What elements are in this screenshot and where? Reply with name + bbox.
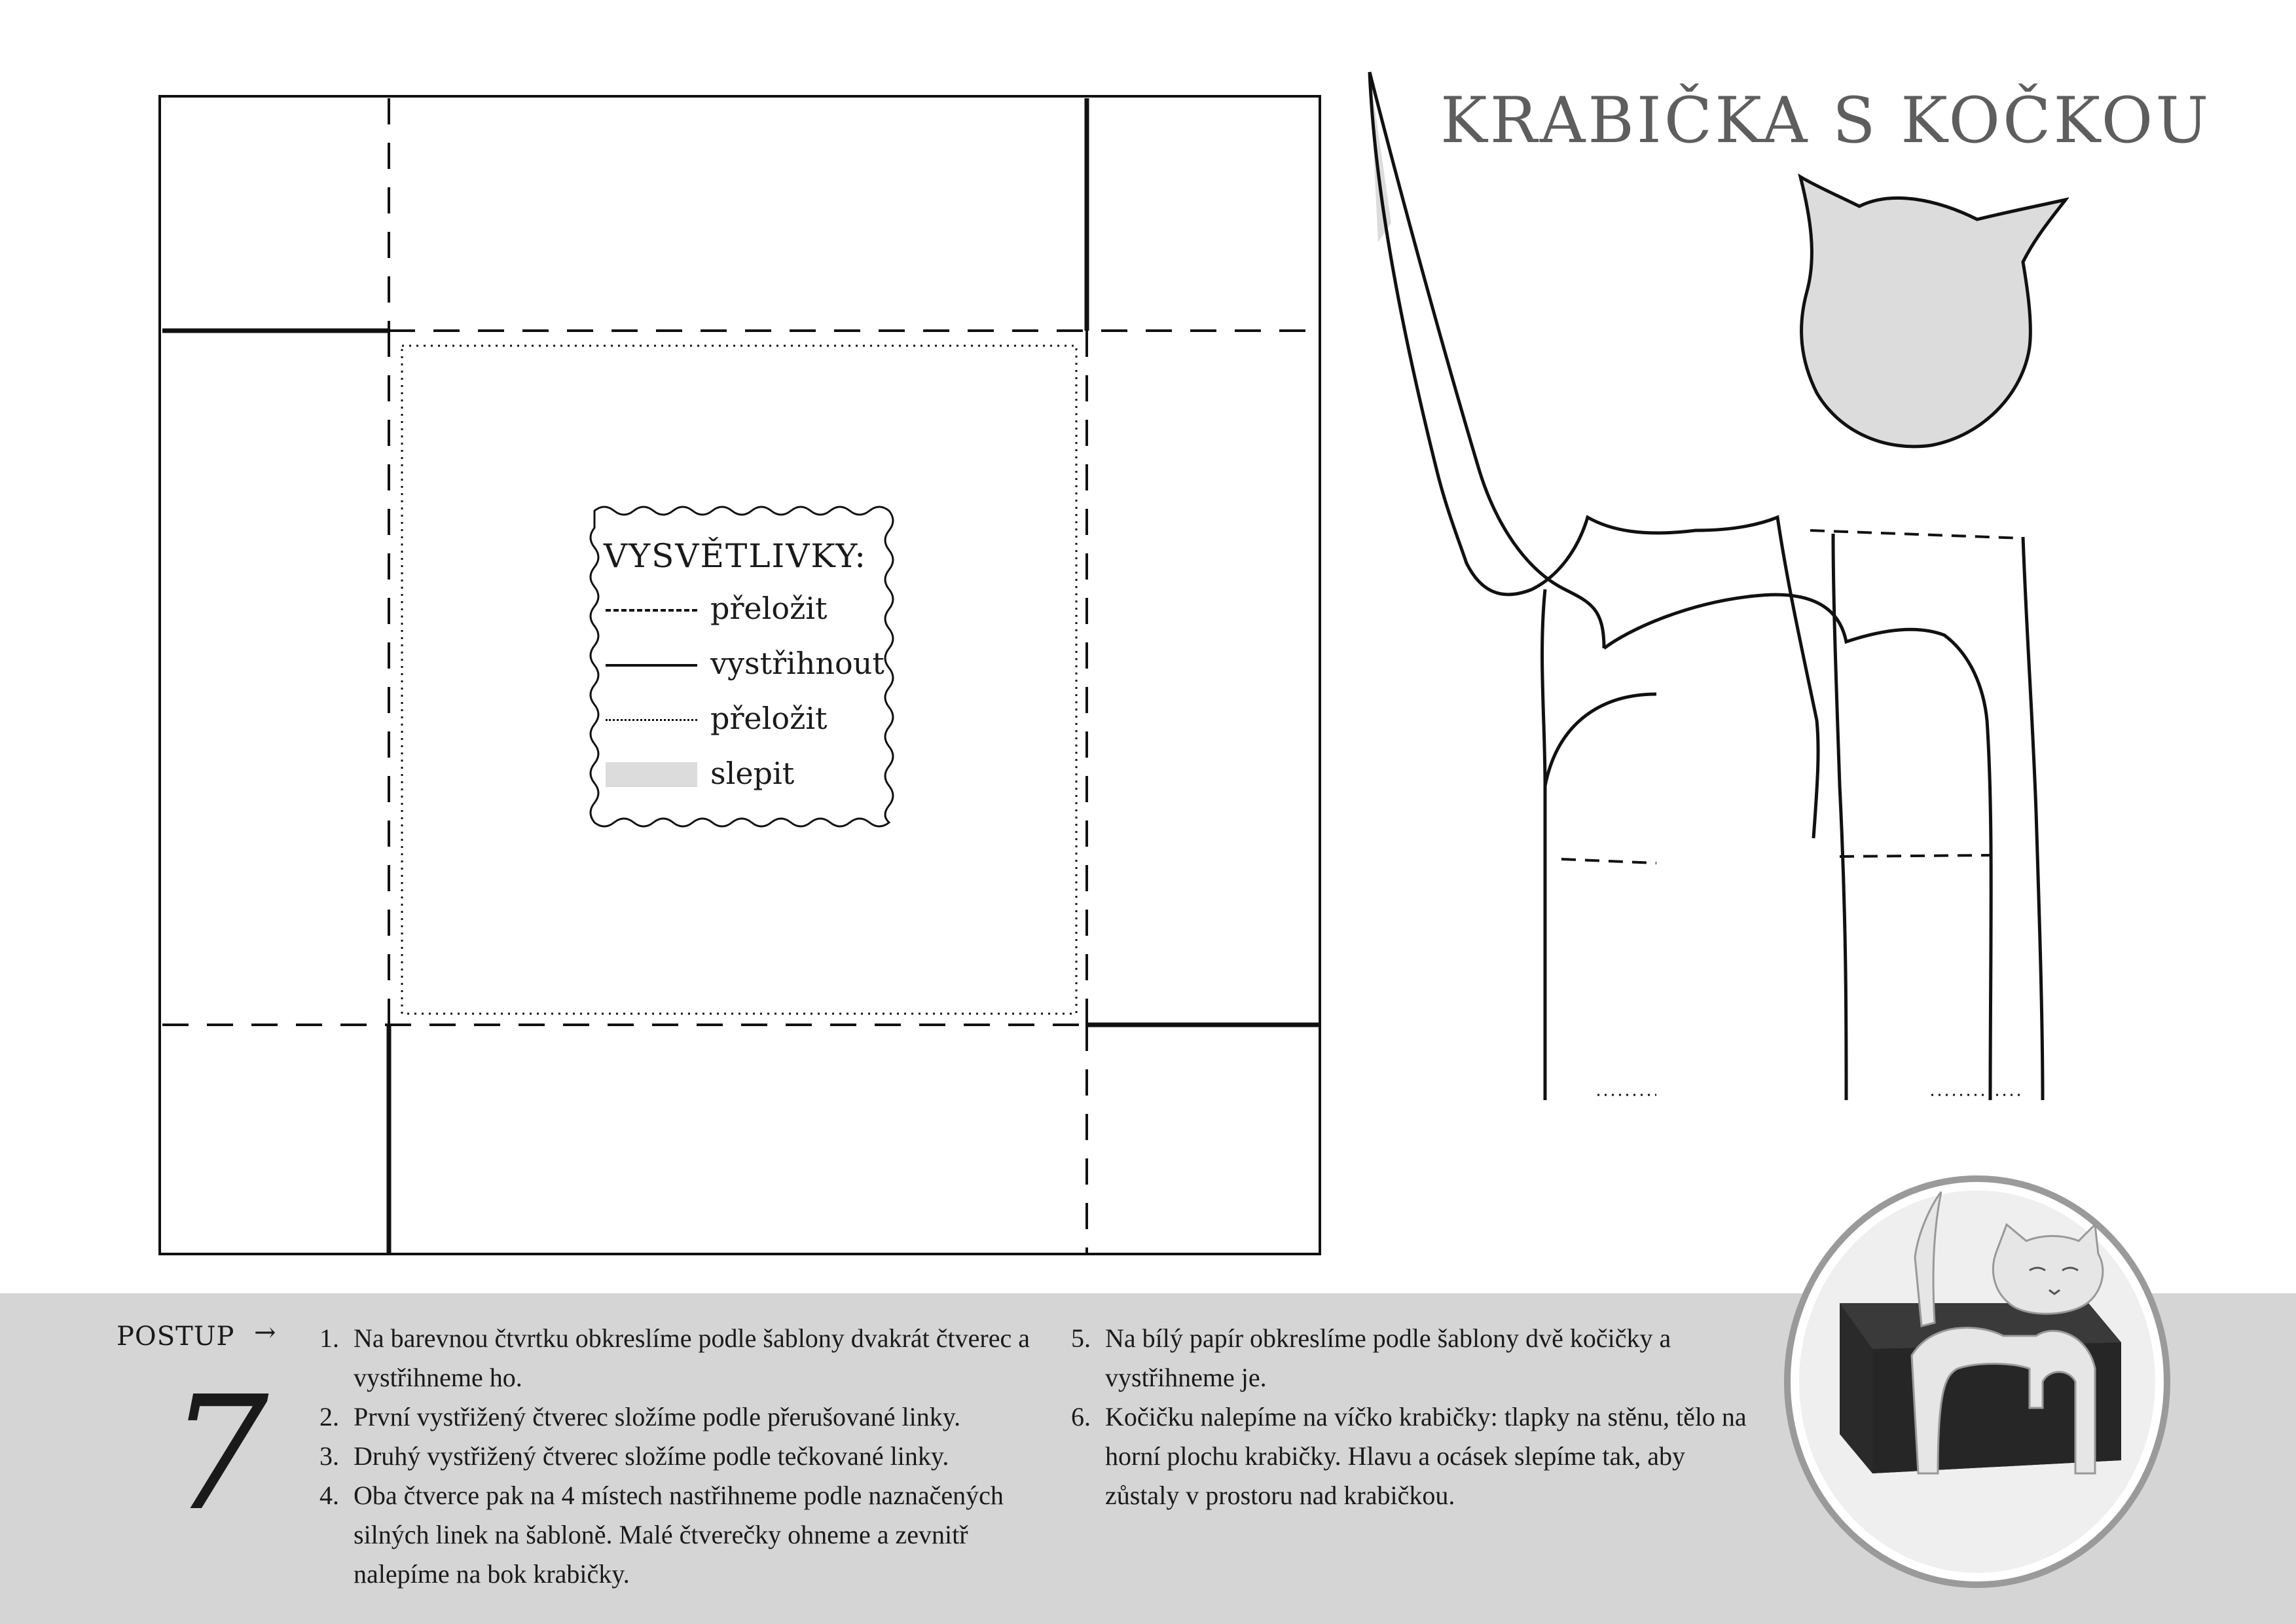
- legend-row-fold-dashed: [606, 589, 881, 629]
- dotted-line-swatch: [606, 719, 697, 721]
- cat-template: [1329, 65, 2069, 1139]
- step-item: 4. Oba čtverce pak na 4 místech nastřihneme podle naznačených silných linek na šabloně. Malé čtverečky ohneme a zevnitř nalepíme na bok krabičky.: [319, 1481, 1004, 1589]
- dashed-line-swatch: [606, 609, 697, 612]
- step-number: 7: [169, 1362, 269, 1545]
- procedure-label: POSTUP: [117, 1321, 235, 1352]
- finished-box-photo: [1781, 1172, 2174, 1591]
- legend-title: VYSVĚTLIVKY:: [604, 537, 867, 575]
- right-arrow-icon: →: [254, 1318, 276, 1348]
- step-item: 5. Na bílý papír obkreslíme podle šablony dvě kočičky a vystřihneme je.: [1071, 1323, 1671, 1392]
- legend-label: přeložit: [710, 701, 828, 736]
- step-item: 6. Kočičku nalepíme na víčko krabičky: tlapky na stěnu, tělo na horní plochu krabičky. Hlavu a ocásek slepíme tak, aby zůstaly v prostoru nad krabičkou.: [1071, 1402, 1747, 1510]
- step-item: 1. Na barevnou čtvrtku obkreslíme podle šablony dvakrát čtverec a vystřihneme ho.: [319, 1323, 1030, 1392]
- legend-row-fold-dotted: [606, 699, 881, 739]
- legend-label: vystřihnout: [710, 646, 884, 681]
- legend-row-glue: [606, 754, 881, 794]
- step-item: 3. Druhý vystřižený čtverec složíme podle tečkované linky.: [319, 1441, 949, 1471]
- steps-list-left: [319, 1319, 1066, 1594]
- legend-row-cut: [606, 644, 884, 684]
- solid-line-swatch: [606, 664, 697, 667]
- legend-label: slepit: [710, 756, 795, 791]
- step-item: 2. První vystřižený čtverec složíme podle přerušované linky.: [319, 1402, 961, 1431]
- legend-label: přeložit: [710, 591, 828, 626]
- page-title: KRABIČKA S KOČKOU: [1440, 84, 2212, 157]
- glue-swatch: [606, 762, 697, 787]
- steps-list-right: [1071, 1319, 1765, 1515]
